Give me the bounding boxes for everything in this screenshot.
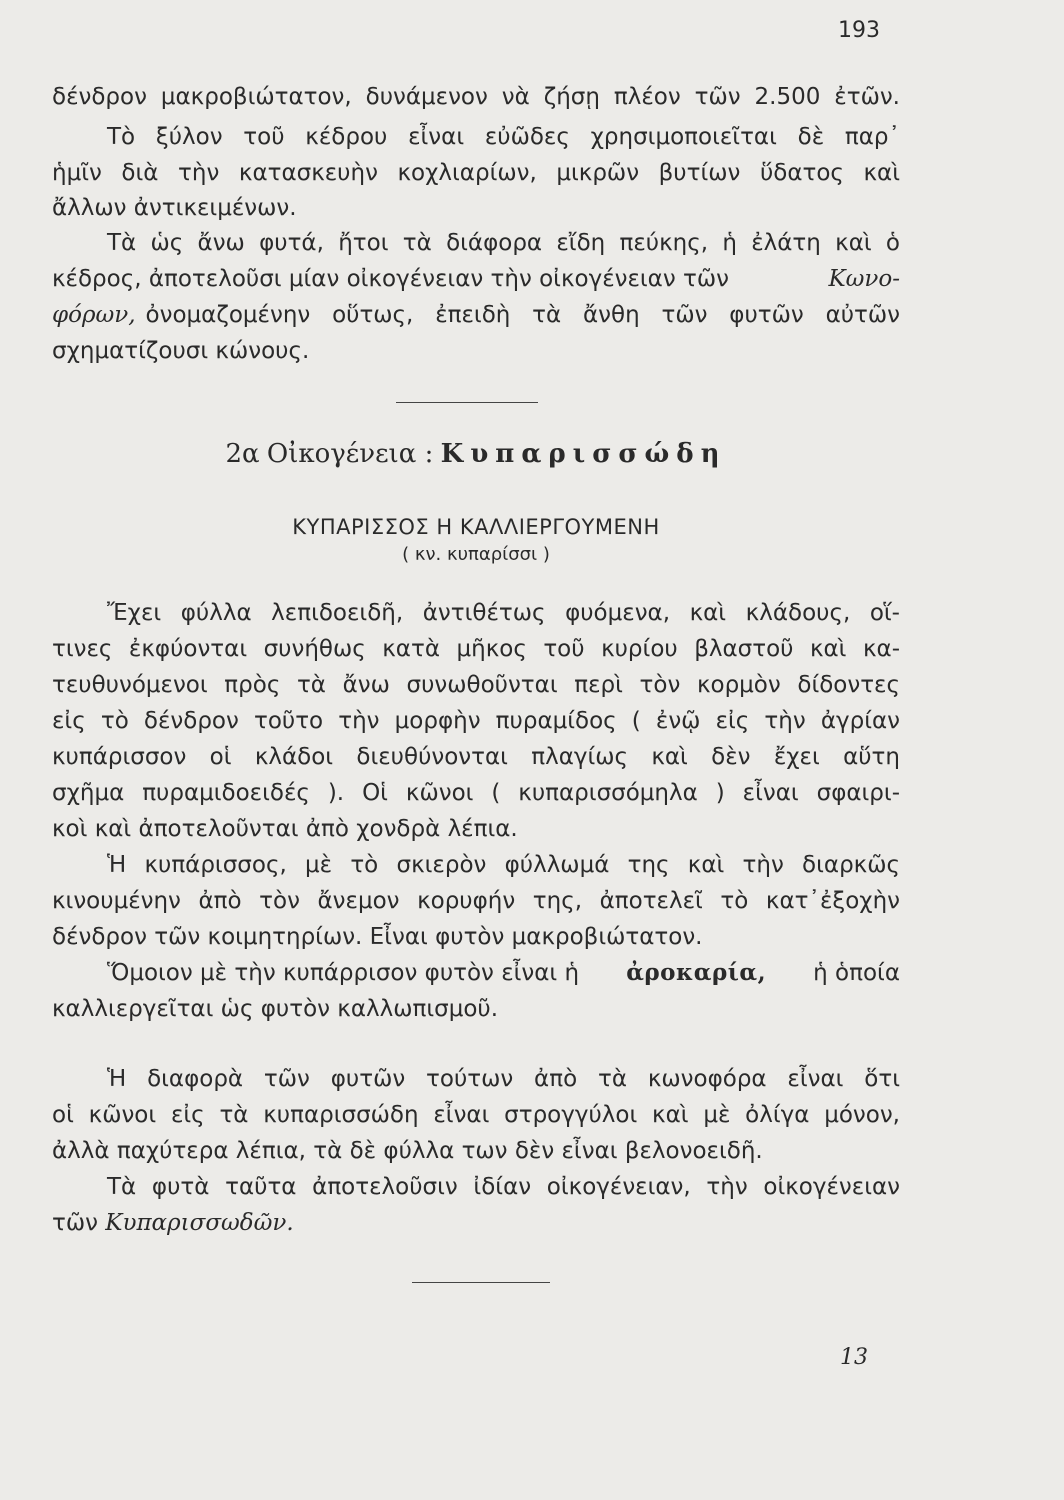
text-line: ἄλλων ἀντικειμένων.: [52, 195, 297, 221]
signature-number: 13: [840, 1345, 868, 1370]
text-line: τευθυνόμενοι πρὸς τὰ ἄνω συνωθοῦνται περὶ τὸν κορμὸν δίδοντες: [52, 672, 900, 698]
text-line: δένδρον μακροβιώτατον, δυνάμενον νὰ ζήσῃ πλέον τῶν 2.500 ἐτῶν.: [52, 84, 900, 110]
text-line: [52, 264, 900, 294]
divider-rule: [412, 1282, 550, 1283]
text-span: Ὅμοιον μὲ τὴν κυπάρρισον φυτὸν εἶναι ἡ: [107, 960, 580, 986]
text-line: [52, 1208, 900, 1238]
text-line: σχηματίζουσι κώνους.: [52, 338, 310, 364]
italic-term: Κυπαρισσωδῶν.: [105, 1210, 294, 1236]
text-line: Ἔχει φύλλα λεπιδοειδῆ, ἀντιθέτως φυόμενα, καὶ κλάδους, οἵ-: [107, 600, 900, 626]
text-line: Τὰ φυτὰ ταῦτα ἀποτελοῦσιν ἰδίαν οἰκογένειαν, τὴν οἰκογένειαν: [107, 1174, 900, 1200]
text-span: τῶν: [52, 1210, 98, 1236]
text-line: τινες ἐκφύονται συνήθως κατὰ μῆκος τοῦ κυρίου βλαστοῦ καὶ κα-: [52, 636, 900, 662]
text-line: εἰς τὸ δένδρον τοῦτο τὴν μορφὴν πυραμίδος ( ἐνῷ εἰς τὴν ἀγρίαν: [52, 708, 900, 734]
page-number: 193: [838, 18, 880, 43]
italic-term: φόρων,: [52, 302, 136, 328]
text-line: [52, 300, 900, 330]
section-number: 2α: [225, 439, 260, 469]
text-line: κυπάρισσον οἱ κλάδοι διευθύνονται πλαγίως καὶ δὲν ἔχει αὕτη: [52, 744, 900, 770]
text-line: Ἡ διαφορὰ τῶν φυτῶν τούτων ἀπὸ τὰ κωνοφόρα εἶναι ὅτι: [107, 1066, 900, 1092]
divider-rule: [396, 402, 538, 403]
text-line: καλλιεργεῖται ὡς φυτὸν καλλωπισμοῦ.: [52, 996, 499, 1022]
text-line: [107, 958, 900, 988]
text-line: ἡμῖν διὰ τὴν κατασκευὴν κοχλιαρίων, μικρῶν βυτίων ὕδατος καὶ: [52, 160, 900, 186]
text-line: κοὶ καὶ ἀποτελοῦνται ἀπὸ χονδρὰ λέπια.: [52, 816, 518, 842]
text-line: ἀλλὰ παχύτερα λέπια, τὰ δὲ φύλλα των δὲν εἶναι βελονοειδῆ.: [52, 1138, 763, 1164]
italic-term: Κωνο-: [828, 266, 900, 292]
text-line: Τὰ ὡς ἄνω φυτά, ἤτοι τὰ διάφορα εἴδη πεύκης, ἡ ἐλάτη καὶ ὁ: [107, 230, 900, 256]
bold-term: ἀροκαρία,: [626, 959, 767, 986]
text-line: σχῆμα πυραμιδοειδές ). Οἱ κῶνοι ( κυπαρισσόμηλα ) εἶναι σφαιρι-: [52, 780, 900, 806]
text-line: Τὸ ξύλον τοῦ κέδρου εἶναι εὐῶδες χρησιμοποιεῖται δὲ παρ᾽: [107, 124, 900, 150]
text-line: δένδρον τῶν κοιμητηρίων. Εἶναι φυτὸν μακροβιώτατον.: [52, 924, 703, 950]
text-span: ὀνομαζομένην οὕτως, ἐπειδὴ τὰ ἄνθη τῶν φυτῶν αὐτῶν: [145, 302, 900, 328]
species-title: ΚΥΠΑΡΙΣΣΟΣ Η ΚΑΛΛΙΕΡΓΟΥΜΕΝΗ: [292, 515, 660, 539]
text-line: κινουμένην ἀπὸ τὸν ἄνεμον κορυφήν της, ἀποτελεῖ τὸ κατ᾽ἐξοχὴν: [52, 888, 900, 914]
text-line: Ἡ κυπάρισσος, μὲ τὸ σκιερὸν φύλλωμά της καὶ τὴν διαρκῶς: [107, 852, 900, 878]
section-label: Οἰκογένεια :: [266, 439, 434, 469]
common-name: ( κν. κυπαρίσσι ): [402, 544, 550, 565]
section-heading: [52, 436, 900, 473]
text-span: ἡ ὁποία: [813, 960, 900, 986]
family-name: Κυπαρισσώδη: [440, 439, 727, 469]
text-line: οἱ κῶνοι εἰς τὰ κυπαρισσώδη εἶναι στρογγύλοι καὶ μὲ ὀλίγα μόνον,: [52, 1102, 900, 1128]
text-span: κέδρος, ἀποτελοῦσι μίαν οἰκογένειαν τὴν οἰκογένειαν τῶν: [52, 266, 729, 292]
